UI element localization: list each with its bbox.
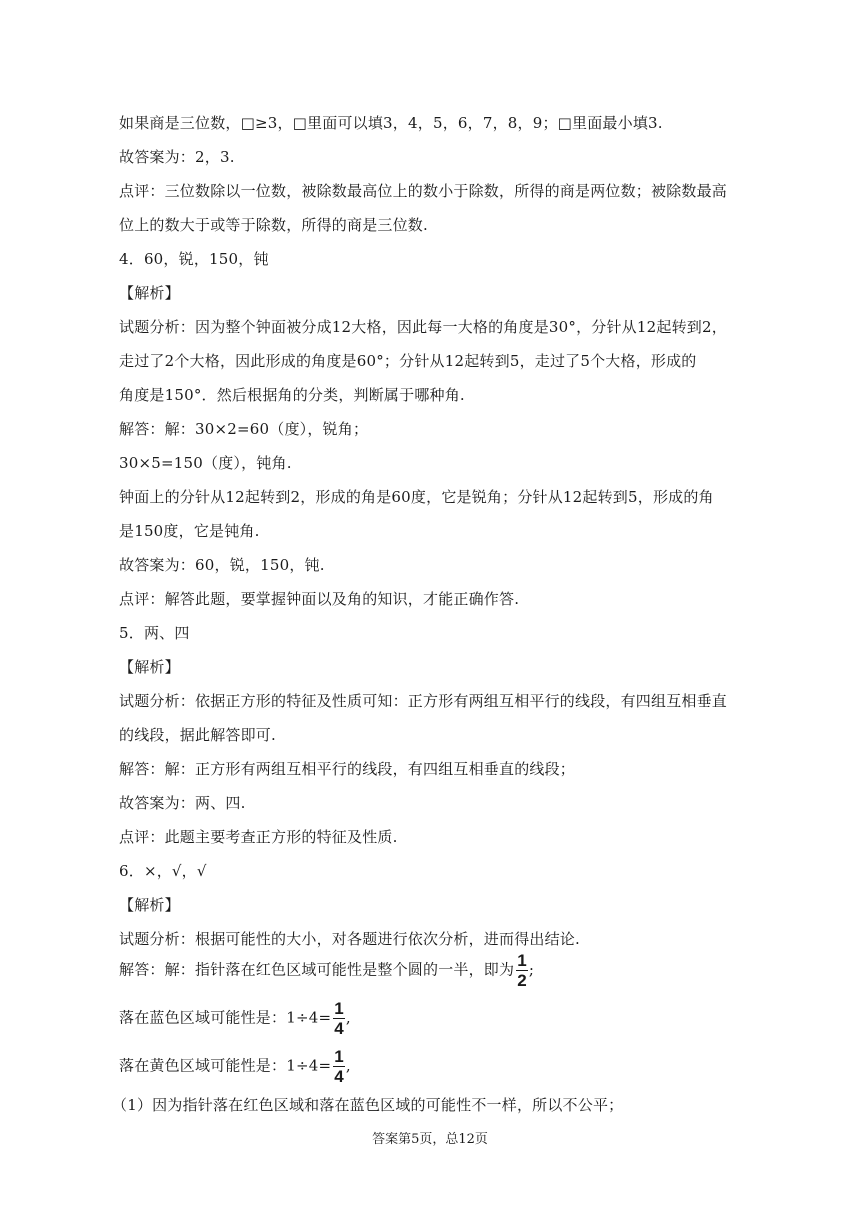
section-heading: 【解析】 [119, 658, 180, 676]
question-answer-4: 4．60，锐，150，钝 [119, 250, 269, 268]
text-line: 点评：三位数除以一位数，被除数最高位上的数小于除数，所得的商是两位数；被除数最高 [119, 182, 728, 200]
text-line: 试题分析：依据正方形的特征及性质可知：正方形有两组互相平行的线段，有四组互相垂直 [119, 692, 728, 710]
fraction-numerator: 1 [517, 951, 527, 970]
fraction-line-punct: , [345, 1008, 351, 1027]
text-line: 走过了2个大格，因此形成的角度是60°；分针从12起转到5，走过了5个大格，形成的 [119, 352, 697, 370]
question-answer-5: 5．两、四 [119, 624, 190, 642]
question-answer-6: 6．×，√，√ [119, 862, 207, 880]
text-line: （1）因为指针落在红色区域和落在蓝色区域的可能性不一样，所以不公平； [112, 1096, 624, 1114]
fraction-denominator: 4 [334, 1019, 344, 1038]
text-line: 解答：解：30×2=60（度），锐角； [119, 420, 369, 438]
fraction-numerator: 1 [334, 1047, 344, 1066]
page-footer: 答案第5页，总12页 [372, 1132, 488, 1147]
text-line: 是150度，它是钝角. [119, 522, 260, 540]
fraction-line-text: 解答：解：指针落在红色区域可能性是整个圆的一半，即为 [119, 960, 515, 979]
text-line: 角度是150°．然后根据角的分类，判断属于哪种角. [119, 386, 465, 404]
text-line: 解答：解：正方形有两组互相平行的线段，有四组互相垂直的线段； [119, 760, 576, 778]
text-line: 试题分析：根据可能性的大小，对各题进行依次分析，进而得出结论. [119, 930, 580, 948]
fraction-denominator: 4 [334, 1067, 344, 1086]
text-line: 故答案为：60，锐，150，钝. [119, 556, 325, 574]
fraction-line-text: 落在蓝色区域可能性是：1÷4= [119, 1008, 332, 1027]
text-line: 试题分析：因为整个钟面被分成12大格，因此每一大格的角度是30°，分针从12起转到2， [119, 318, 727, 336]
text-line: 点评：此题主要考查正方形的特征及性质. [119, 828, 398, 846]
text-line: 如果商是三位数，□≥3，□里面可以填3，4，5，6，7，8，9；□里面最小填3. [119, 114, 663, 132]
section-heading: 【解析】 [119, 284, 180, 302]
fraction-line-punct: , [345, 1056, 351, 1075]
text-line: 30×5=150（度），钝角. [119, 454, 292, 472]
text-line: 点评：解答此题，要掌握钟面以及角的知识，才能正确作答. [119, 590, 520, 608]
fraction-numerator: 1 [334, 999, 344, 1018]
fraction-line-text: 落在黄色区域可能性是：1÷4= [119, 1056, 332, 1075]
text-line: 位上的数大于或等于除数，所得的商是三位数. [119, 216, 428, 234]
text-line: 钟面上的分针从12起转到2，形成的角是60度，它是锐角；分针从12起转到5，形成的角 [119, 488, 714, 506]
text-line: 故答案为：2，3. [119, 148, 235, 166]
fraction-line-punct: ; [528, 960, 535, 979]
fraction-line [119, 952, 534, 989]
fraction [516, 952, 528, 989]
fraction [333, 1048, 345, 1085]
fraction [333, 1000, 345, 1037]
text-line: 的线段，据此解答即可. [119, 726, 276, 744]
section-heading: 【解析】 [119, 896, 180, 914]
fraction-line [119, 1000, 351, 1037]
text-line: 故答案为：两、四. [119, 794, 246, 812]
fraction-denominator: 2 [517, 971, 527, 990]
fraction-line [119, 1048, 351, 1085]
